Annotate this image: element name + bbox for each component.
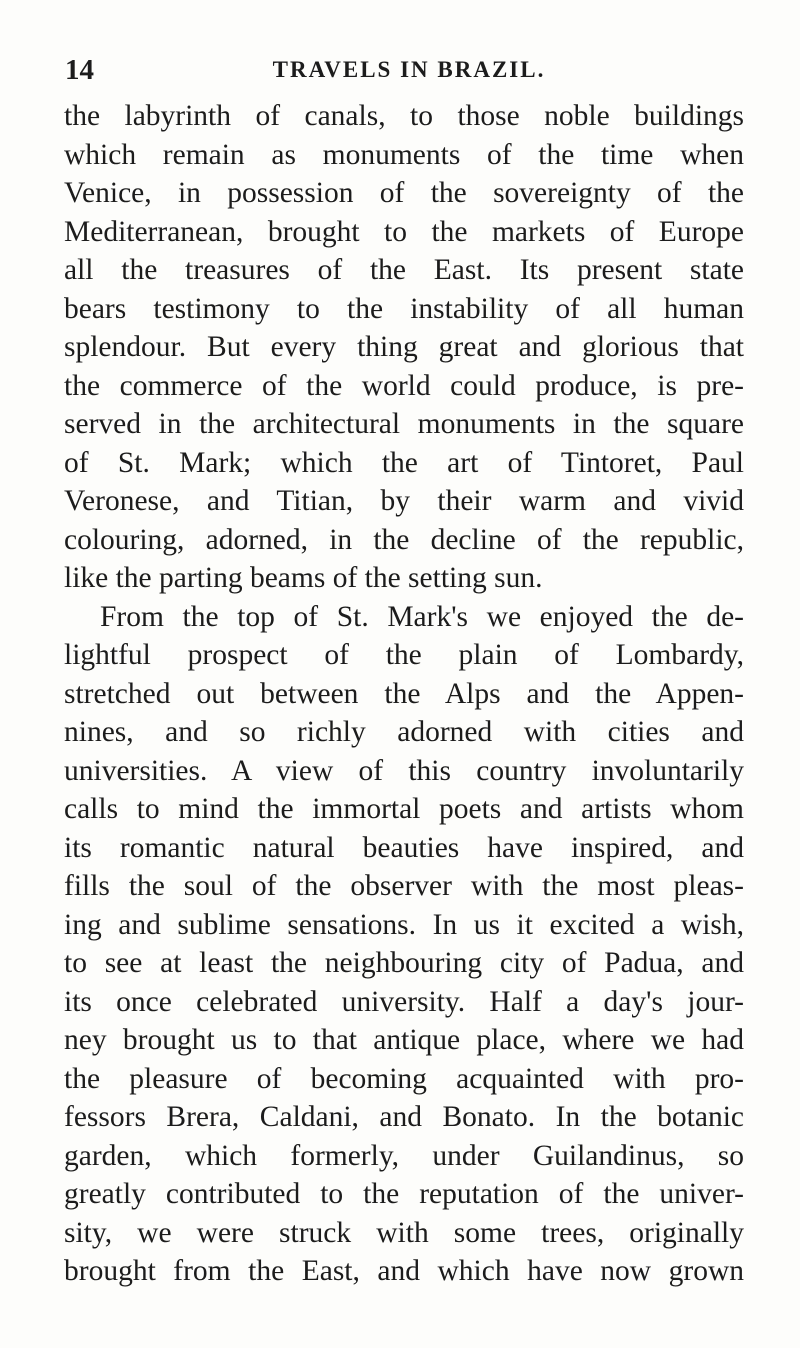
page-number: 14 bbox=[65, 54, 94, 86]
text-line: like the parting beams of the setting sun. bbox=[64, 562, 543, 594]
running-title: TRAVELS IN BRAZIL. bbox=[272, 57, 546, 82]
text-line: the labyrinth of canals, to those noble buildings bbox=[64, 100, 744, 132]
body-text bbox=[64, 97, 744, 1291]
text-line: colouring, adorned, in the decline of the republic, bbox=[64, 523, 744, 556]
text-line: ing and sublime sensations. In us it excited a wish, bbox=[64, 908, 744, 941]
text-line: splendour. But every thing great and glorious that bbox=[64, 331, 744, 363]
text-line: greatly contributed to the reputation of the univer- bbox=[64, 1178, 744, 1210]
text-line: of St. Mark; which the art of Tintoret, Paul bbox=[64, 446, 744, 479]
text-line: which remain as monuments of the time when bbox=[64, 138, 744, 171]
text-line: nines, and so richly adorned with cities and bbox=[64, 716, 744, 748]
text-line: garden, which formerly, under Guilandinus, so bbox=[64, 1139, 744, 1172]
text-line: Mediterranean, brought to the markets of Europe bbox=[64, 215, 744, 248]
text-line: its romantic natural beauties have inspired, and bbox=[64, 831, 744, 864]
text-line: all the treasures of the East. Its present state bbox=[64, 254, 744, 286]
text-line: its once celebrated university. Half a day's jour- bbox=[64, 985, 744, 1018]
page-header bbox=[0, 50, 800, 90]
text-line: From the top of St. Mark's we enjoyed the de- bbox=[100, 600, 744, 633]
text-line: the commerce of the world could produce, is pre- bbox=[64, 369, 744, 402]
text-line: Veronese, and Titian, by their warm and vivid bbox=[64, 485, 744, 517]
text-line: brought from the East, and which have now grown bbox=[64, 1255, 744, 1287]
text-line: Venice, in possession of the sovereignty of the bbox=[64, 177, 744, 209]
text-line: universities. A view of this country involuntarily bbox=[64, 754, 744, 787]
text-line: fessors Brera, Caldani, and Bonato. In the botanic bbox=[64, 1101, 744, 1133]
text-line: calls to mind the immortal poets and artists whom bbox=[64, 793, 744, 825]
text-line: sity, we were struck with some trees, originally bbox=[64, 1216, 744, 1249]
text-line: fills the soul of the observer with the most pleas- bbox=[64, 870, 744, 902]
text-line: lightful prospect of the plain of Lombardy, bbox=[64, 639, 744, 671]
text-line: stretched out between the Alps and the Appen- bbox=[64, 677, 744, 710]
text-line: served in the architectural monuments in the square bbox=[64, 408, 744, 440]
text-line: the pleasure of becoming acquainted with pro- bbox=[64, 1062, 744, 1095]
text-line: to see at least the neighbouring city of Padua, and bbox=[64, 947, 744, 979]
text-line: bears testimony to the instability of all human bbox=[64, 292, 744, 325]
text-line: ney brought us to that antique place, where we had bbox=[64, 1024, 744, 1056]
